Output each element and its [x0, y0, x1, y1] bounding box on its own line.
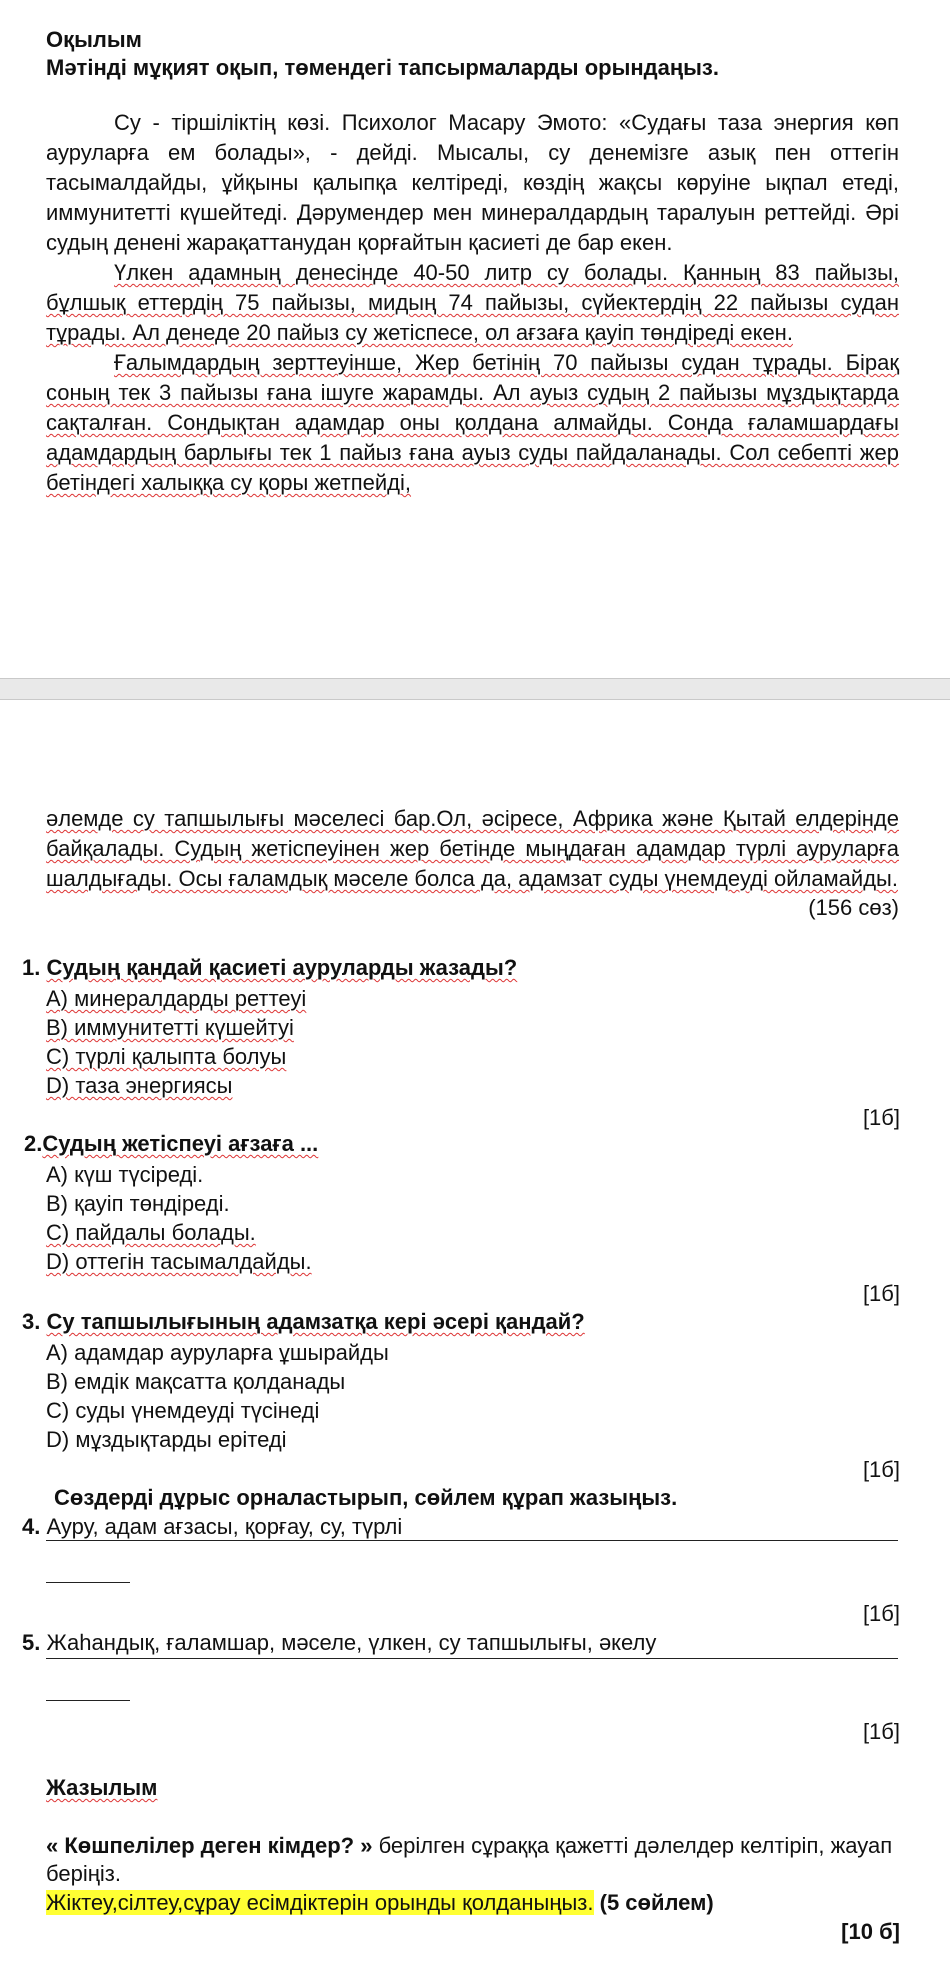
question-3: [22, 1308, 585, 1336]
question-3-option-a: A) адамдар ауруларға ұшырайды: [46, 1340, 389, 1365]
question-1-option-a: A) минералдарды реттеуі: [46, 986, 307, 1011]
writing-prompt: [46, 1832, 896, 1888]
answer-line-4a[interactable]: [46, 1540, 898, 1541]
page-break-divider: [0, 678, 950, 700]
sentence-item-5: [22, 1628, 656, 1657]
writing-title: [46, 1774, 157, 1802]
writing-score: [10 б]: [841, 1919, 900, 1944]
sentence-item-5-score: [1б]: [862, 1719, 900, 1744]
sentence-item-5-text: Жаһандық, ғаламшар, мәселе, үлкен, су тапшылығы, әкелу: [46, 1630, 657, 1655]
paragraph-3: Ғалымдардың зерттеуінше, Жер бетінің 70 пайызы судан тұрады. Бірақ соның тек 3 пайызы ғана ішуге жарамды. Ал ауыз судың 2 пайызы мұздықтарда сақталған. Сондықтан адамдар оны қолдана алмайды. Сонда ғаламшардағы адамдардың барлығы тек 1 пайыз ғана ауыз суды пайдаланады. Сол себепті жер бетіндегі халыққа су қоры жетпейді,: [46, 350, 899, 495]
writing-title-text: Жазылым: [46, 1775, 158, 1800]
question-3-score: [1б]: [862, 1457, 900, 1482]
question-3-text: Су тапшылығының адамзатқа кері әсері қандай?: [46, 1309, 585, 1334]
question-3-option-c: C) суды үнемдеуді түсінеді: [46, 1398, 320, 1423]
sentence-item-5-number: 5.: [22, 1630, 41, 1655]
question-2-option-a: A) күш түсіреді.: [46, 1162, 204, 1187]
question-2-option-d: D) оттегін тасымалдайды.: [46, 1249, 312, 1274]
writing-prompt-question: « Көшпелілер деген кімдер? »: [46, 1833, 373, 1858]
question-2-score: [1б]: [862, 1281, 900, 1306]
writing-highlight: Жіктеу,сілтеу,сұрау есімдіктерін орынды қолданыңыз.: [46, 1890, 594, 1915]
sentence-item-4-score: [1б]: [862, 1601, 900, 1626]
question-3-option-b: B) емдік мақсатта қолданады: [46, 1369, 346, 1394]
question-2-text: Судың жетіспеуі ағзаға ...: [42, 1131, 319, 1156]
answer-line-5a[interactable]: [46, 1658, 898, 1659]
writing-prompt-rest: берілген сұраққа қажетті дәлелдер келтіріп, жауап беріңіз.: [46, 1833, 893, 1886]
question-3-option-d: D) мұздықтарды ерітеді: [46, 1427, 287, 1452]
sentence-task-instruction: Сөздерді дұрыс орналастырып, сөйлем құрап жазыңыз.: [54, 1485, 678, 1510]
page-bottom: [0, 700, 950, 1976]
word-count: (156 сөз): [808, 895, 899, 920]
page-top: [0, 0, 950, 678]
question-2-option-b: B) қауіп төндіреді.: [46, 1191, 230, 1216]
reading-continued: [46, 804, 899, 922]
question-1-option-d: D) таза энергиясы: [46, 1073, 233, 1098]
paragraph-4: әлемде су тапшылығы мәселесі бар.Ол, әсіресе, Африка және Қытай елдерінде байқалады. Судың жетіспеуінен жер бетінде мыңдаған адамдар түрлі ауруларға шалдығады. Осы ғаламдық мәселе болса да, адамзат суды үнемдеуді ойламайды.: [46, 806, 899, 891]
reading-instruction: Мәтінді мұқият оқып, төмендегі тапсырмаларды орындаңыз.: [46, 55, 719, 80]
reading-title: Оқылым: [46, 27, 142, 52]
question-2-option-c: C) пайдалы болады.: [46, 1220, 256, 1245]
question-1-number: 1.: [22, 955, 41, 980]
sentence-item-4-number: 4.: [22, 1514, 41, 1539]
answer-line-4b[interactable]: [46, 1582, 130, 1583]
reading-section: [46, 26, 899, 498]
question-2-number: 2.: [24, 1131, 43, 1156]
paragraph-1: Су - тіршіліктің көзі. Психолог Масару Эмото: «Судағы таза энергия көп ауруларға ем болады», - дейді. Мысалы, су денемізге азық пен оттегін тасымалдайды, ұйқыны қалыпқа келтіреді, көздің жақсы көруіне ықпал етеді, иммунитетті күшейтеді. Дәрумендер мен минералдардың таралуын реттейді. Әрі судың денені жарақаттанудан қорғайтын қасиеті де бар екен.: [46, 110, 899, 255]
question-2: [24, 1130, 318, 1158]
answer-line-5b[interactable]: [46, 1700, 130, 1701]
question-3-number: 3.: [22, 1309, 41, 1334]
writing-sentence-count: (5 сөйлем): [599, 1890, 714, 1915]
question-1-text: Судың қандай қасиеті ауруларды жазады?: [46, 955, 518, 980]
question-1-option-b: B) иммунитетті күшейтуі: [46, 1015, 294, 1040]
paragraph-2: Үлкен адамның денесінде 40-50 литр су болады. Қанның 83 пайызы, бұлшық еттердің 75 пайызы, мидың 74 пайызы, сүйектердің 22 пайызы судан тұрады. Ал денеде 20 пайыз су жетіспесе, ол ағзаға қауіп төндіреді екен.: [46, 260, 899, 345]
writing-requirement: [46, 1888, 714, 1917]
question-1-option-c: C) түрлі қалыпта болуы: [46, 1044, 287, 1069]
sentence-item-4: [22, 1512, 402, 1541]
question-1: [22, 954, 517, 982]
sentence-item-4-text: Ауру, адам ағзасы, қорғау, су, түрлі: [46, 1514, 403, 1539]
question-1-score: [1б]: [862, 1105, 900, 1130]
